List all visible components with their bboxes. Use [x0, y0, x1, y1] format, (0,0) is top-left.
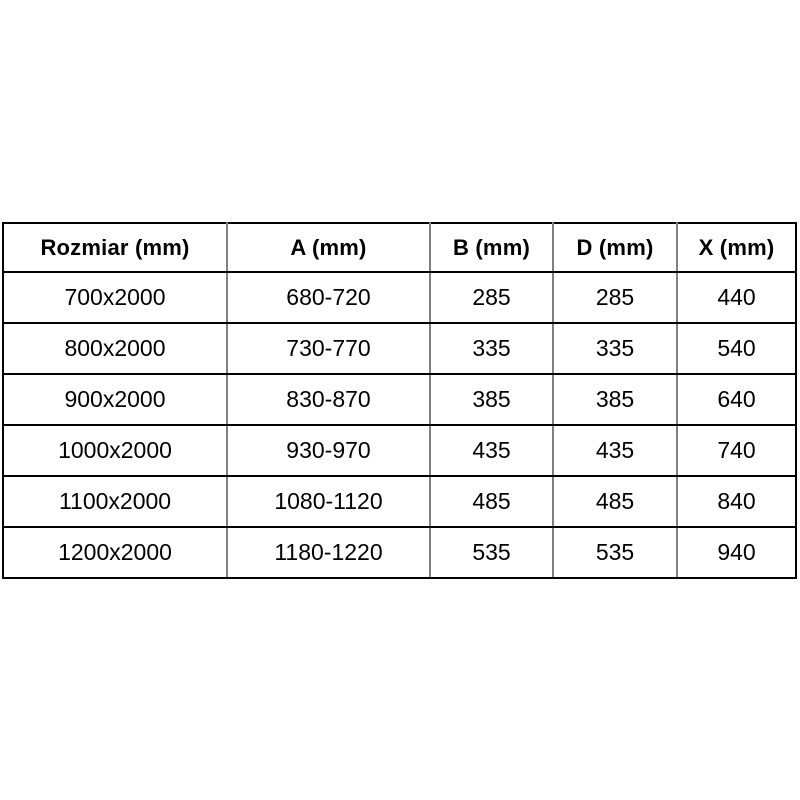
- header-cell-b: B (mm): [430, 223, 553, 272]
- table-cell: 930-970: [227, 425, 430, 476]
- table-cell: 640: [677, 374, 796, 425]
- table-cell: 730-770: [227, 323, 430, 374]
- table-row: [3, 323, 796, 374]
- table-cell: 940: [677, 527, 796, 578]
- table-cell: 680-720: [227, 272, 430, 323]
- table-cell: 840: [677, 476, 796, 527]
- table-cell: 540: [677, 323, 796, 374]
- table-cell: 1200x2000: [3, 527, 227, 578]
- table-cell: 285: [553, 272, 677, 323]
- size-spec-table-container: [2, 222, 797, 579]
- table-cell: 335: [553, 323, 677, 374]
- table-row: [3, 272, 796, 323]
- table-row: [3, 476, 796, 527]
- size-spec-table: [2, 222, 797, 579]
- table-cell: 485: [430, 476, 553, 527]
- table-cell: 385: [553, 374, 677, 425]
- table-cell: 385: [430, 374, 553, 425]
- header-cell-x: X (mm): [677, 223, 796, 272]
- header-cell-d: D (mm): [553, 223, 677, 272]
- table-cell: 1180-1220: [227, 527, 430, 578]
- table-cell: 700x2000: [3, 272, 227, 323]
- table-cell: 1100x2000: [3, 476, 227, 527]
- table-cell: 1000x2000: [3, 425, 227, 476]
- table-cell: 800x2000: [3, 323, 227, 374]
- table-cell: 535: [430, 527, 553, 578]
- table-cell: 830-870: [227, 374, 430, 425]
- header-cell-rozmiar: Rozmiar (mm): [3, 223, 227, 272]
- table-cell: 485: [553, 476, 677, 527]
- table-cell: 335: [430, 323, 553, 374]
- table-cell: 535: [553, 527, 677, 578]
- table-row: [3, 374, 796, 425]
- table-cell: 1080-1120: [227, 476, 430, 527]
- table-cell: 740: [677, 425, 796, 476]
- table-cell: 285: [430, 272, 553, 323]
- header-row: [3, 223, 796, 272]
- header-cell-a: A (mm): [227, 223, 430, 272]
- table-cell: 435: [553, 425, 677, 476]
- table-row: [3, 527, 796, 578]
- table-cell: 435: [430, 425, 553, 476]
- table-cell: 440: [677, 272, 796, 323]
- table-cell: 900x2000: [3, 374, 227, 425]
- table-row: [3, 425, 796, 476]
